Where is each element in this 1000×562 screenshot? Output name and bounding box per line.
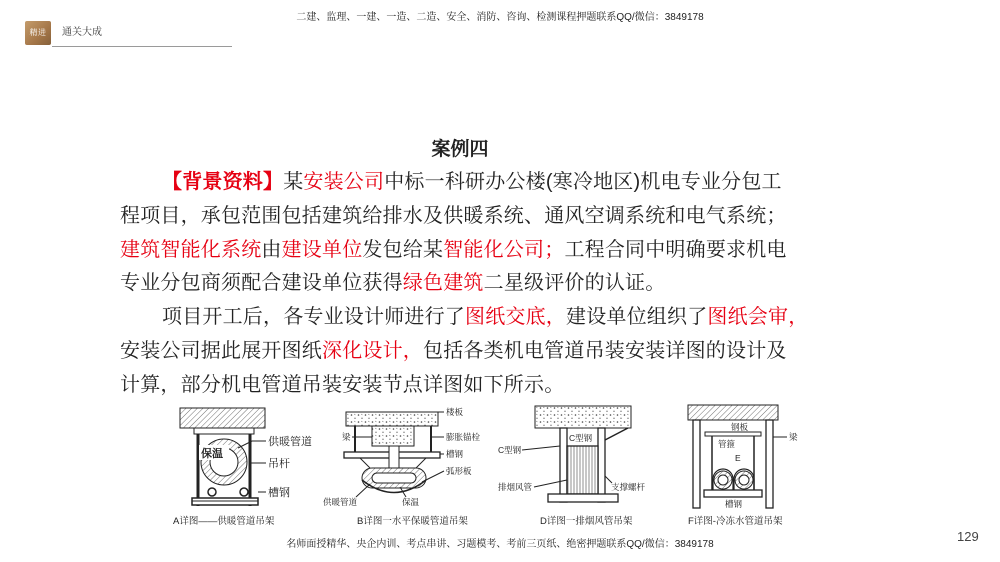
text-line — [120, 267, 808, 301]
label-beam: 梁 — [342, 432, 351, 442]
text-run: 由 — [261, 238, 282, 261]
text-run: 中标一科研办公楼(寒冷地区)机电专业分包工 — [384, 171, 782, 193]
beam-right — [766, 420, 773, 508]
pipe-bore — [718, 475, 728, 485]
text-line — [120, 234, 808, 268]
text-line — [120, 335, 808, 369]
detail-d-drawing — [498, 406, 646, 527]
hanger-detail-figures — [0, 395, 1000, 535]
highlight-run: 绿色建筑 — [402, 272, 484, 295]
text-run: 专业分包商须配合建设单位获得 — [120, 272, 403, 295]
label-smoke-exhaust-duct: 排烟风管 — [498, 482, 533, 492]
top-plate — [194, 428, 254, 434]
caption-detail-a: A详图——供暖管道吊架 — [173, 516, 275, 527]
caption-detail-b: B详图一水平保暖管道吊架 — [357, 516, 468, 527]
leader-line — [522, 446, 560, 450]
text-run: 发包给某 — [362, 238, 444, 261]
text-run: 项目开工后，各专业设计师进行了 — [162, 306, 465, 329]
highlight-run: 建筑智能化系统 — [120, 238, 262, 261]
text-run: 计算，部分机电管道吊装安装节点详图如下所示。 — [120, 373, 565, 396]
support-screw-rod — [605, 428, 628, 440]
beam — [372, 426, 414, 446]
background-heading: 【背景资料】 — [162, 171, 284, 193]
footer-contact-notice: 名师面授精华、央企内训、考点串讲、习题模考、考前三页纸、绝密押题联系QQ/微信：3849178 — [286, 539, 714, 550]
steel-plate — [705, 432, 761, 436]
brand-logo: 精进 — [25, 21, 51, 45]
label-detail-mark: E — [735, 453, 741, 463]
text-run: 包括各类机电管道吊装安装详图的设计及 — [423, 339, 787, 362]
nut-right — [240, 488, 248, 496]
label-channel-steel: 槽钢 — [725, 499, 743, 509]
text-run: 某 — [283, 171, 304, 193]
page-number: 129 — [957, 529, 979, 544]
text-run: 工程合同中明确要求机电 — [564, 238, 787, 261]
floor-slab — [535, 406, 631, 428]
label-insulation: 保温 — [201, 448, 223, 460]
c-steel-right — [598, 428, 605, 502]
label-c-steel-outer: C型钢 — [498, 445, 522, 455]
channel-steel — [704, 490, 762, 497]
detail-b-drawing — [323, 407, 481, 527]
text-run: 建设单位组织了 — [566, 306, 708, 329]
leader-line — [238, 441, 266, 448]
case-title: 案例四 — [431, 139, 489, 160]
text-run: 二星级评价的认证。 — [483, 272, 666, 295]
heating-pipe — [372, 473, 416, 483]
label-heating-pipe: 供暖管道 — [323, 497, 358, 507]
leader-line — [356, 484, 370, 497]
floor-slab — [180, 408, 265, 428]
label-arc-plate: 弧形板 — [446, 466, 472, 476]
label-pipe-clamp: 管箍 — [718, 439, 736, 449]
center-hanger — [389, 446, 399, 468]
floor-slab — [688, 405, 778, 420]
label-steel-plate: 钢板 — [731, 422, 749, 432]
detail-a-drawing — [173, 408, 312, 527]
detail-f-drawing — [688, 405, 798, 527]
header-divider — [52, 46, 232, 47]
highlight-run: 智能化公司； — [443, 238, 565, 261]
c-steel-bottom — [548, 494, 618, 502]
label-hanger-rod: 吊杆 — [268, 458, 290, 470]
label-floor-slab: 楼板 — [446, 407, 464, 417]
text-run: 程项目，承包范围包括建筑给排水及供暖系统、通风空调系统和电气系统； — [120, 204, 787, 227]
label-beam: 梁 — [789, 432, 798, 442]
highlight-run: 深化设计， — [322, 339, 423, 362]
case-background-text — [120, 166, 808, 403]
highlight-run: 图纸交底， — [465, 306, 566, 329]
label-channel-steel: 槽钢 — [446, 449, 464, 459]
caption-detail-f: F详图-冷冻水管道吊架 — [688, 516, 783, 527]
nut-left — [208, 488, 216, 496]
label-heating-pipe: 供暖管道 — [268, 436, 312, 448]
floor-slab — [346, 412, 438, 426]
highlight-run: 图纸会审， — [707, 306, 809, 329]
label-c-steel-inner: C型钢 — [569, 433, 593, 443]
label-channel-steel: 槽钢 — [268, 487, 290, 499]
text-line — [120, 200, 808, 234]
caption-detail-d: D详图一排烟风管吊架 — [540, 516, 633, 527]
highlight-run: 建设单位 — [281, 238, 363, 261]
label-support-screw-rod: 支撑螺杆 — [611, 482, 646, 492]
label-expansion-anchor: 膨胀锚栓 — [446, 432, 481, 442]
brand-name: 通关大成 — [62, 27, 102, 38]
highlight-run: 安装公司 — [303, 171, 385, 193]
pipe-bore — [739, 475, 749, 485]
smoke-exhaust-duct — [567, 446, 598, 494]
top-contact-notice: 二建、监理、一建、一造、二造、安全、消防、咨询、检测课程押题联系QQ/微信：3849178 — [296, 12, 704, 23]
c-steel-left — [560, 428, 567, 502]
text-line — [120, 166, 808, 200]
text-run: 安装公司据此展开图纸 — [120, 339, 322, 362]
label-insulation: 保温 — [402, 497, 420, 507]
beam-left — [693, 420, 700, 508]
text-line — [120, 301, 808, 335]
